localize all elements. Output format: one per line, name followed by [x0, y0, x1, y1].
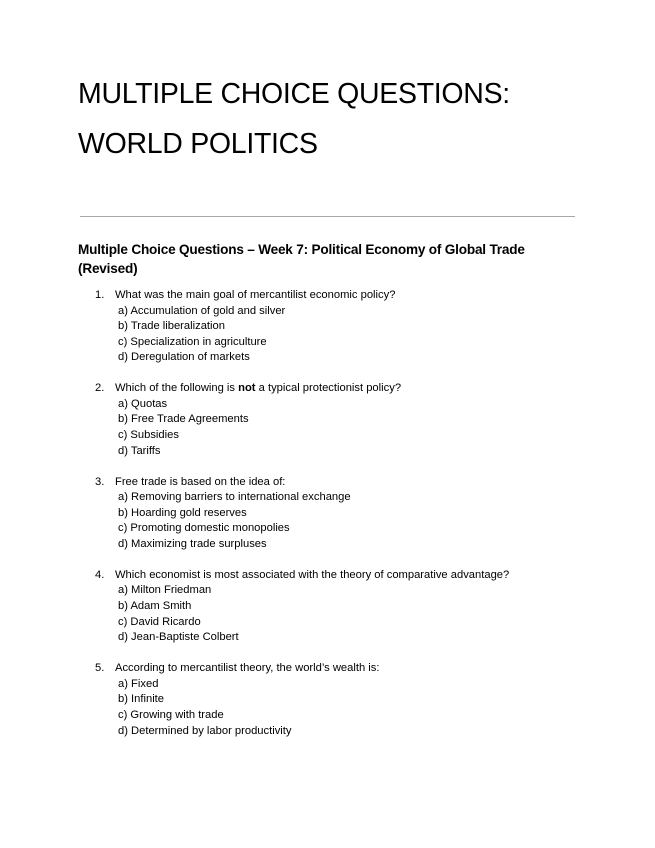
answer-option-a: a) Fixed: [118, 677, 159, 690]
question-text: [115, 475, 285, 491]
question-text-part: Free trade is based on the idea of:: [115, 475, 286, 488]
answer-option-c: c) Subsidies: [118, 429, 179, 442]
question-number: 3.: [95, 475, 105, 488]
question-text: [115, 568, 509, 584]
horizontal-divider: [80, 216, 575, 217]
answer-option-b: b) Hoarding gold reserves: [118, 506, 247, 519]
answer-option-c: c) Specialization in agriculture: [118, 335, 267, 348]
question-text-part: What was the main goal of mercantilist economic policy?: [115, 289, 396, 301]
answer-option-c: c) Growing with trade: [118, 708, 224, 721]
answer-option-c: c) David Ricardo: [118, 615, 201, 628]
answer-option-d: d) Determined by labor productivity: [118, 724, 292, 737]
question-text: [115, 288, 395, 304]
answer-option-b: b) Trade liberalization: [118, 320, 225, 333]
answer-option-a: a) Accumulation of gold and silver: [118, 304, 286, 317]
answer-options: [118, 397, 249, 459]
section-subtitle: Multiple Choice Questions – Week 7: Political Economy of Global Trade (Revised): [78, 242, 525, 276]
answer-options: [118, 304, 285, 366]
answer-option-d: d) Tariffs: [118, 444, 161, 457]
answer-option-d: d) Deregulation of markets: [118, 351, 250, 364]
question-text-part: Which of the following is: [115, 382, 239, 395]
answer-option-d: d) Maximizing trade surpluses: [118, 537, 267, 550]
question-text-part: According to mercantilist theory, the world’s wealth is:: [115, 662, 380, 675]
answer-options: [118, 677, 291, 739]
question-text: [115, 661, 379, 677]
question-number: 1.: [95, 289, 105, 301]
question-4: [0, 568, 655, 661]
question-number: 4.: [95, 568, 105, 581]
question-text-part: a typical protectionist policy?: [255, 382, 402, 395]
answer-options: [118, 490, 351, 552]
question-text-part: Which economist is most associated with the theory of comparative advantage?: [115, 568, 510, 581]
answer-option-b: b) Infinite: [118, 693, 165, 706]
answer-option-a: a) Quotas: [118, 397, 168, 410]
answer-option-c: c) Promoting domestic monopolies: [118, 522, 290, 535]
question-list: [0, 288, 655, 754]
question-5: [0, 661, 655, 754]
answer-option-b: b) Adam Smith: [118, 600, 192, 613]
answer-option-b: b) Free Trade Agreements: [118, 413, 249, 426]
page-title-line-2: WORLD POLITICS: [78, 128, 318, 160]
question-emphasis: not: [238, 382, 256, 395]
question-number: 5.: [95, 662, 105, 675]
answer-option-a: a) Removing barriers to international exchange: [118, 491, 351, 504]
page-title-line-1: MULTIPLE CHOICE QUESTIONS:: [78, 78, 510, 110]
question-text: [115, 381, 401, 397]
answer-option-d: d) Jean-Baptiste Colbert: [118, 631, 239, 644]
question-number: 2.: [95, 382, 105, 395]
question-3: [0, 475, 655, 568]
answer-options: [118, 583, 239, 645]
question-2: [0, 381, 655, 474]
question-1: [0, 288, 655, 381]
answer-option-a: a) Milton Friedman: [118, 584, 212, 597]
